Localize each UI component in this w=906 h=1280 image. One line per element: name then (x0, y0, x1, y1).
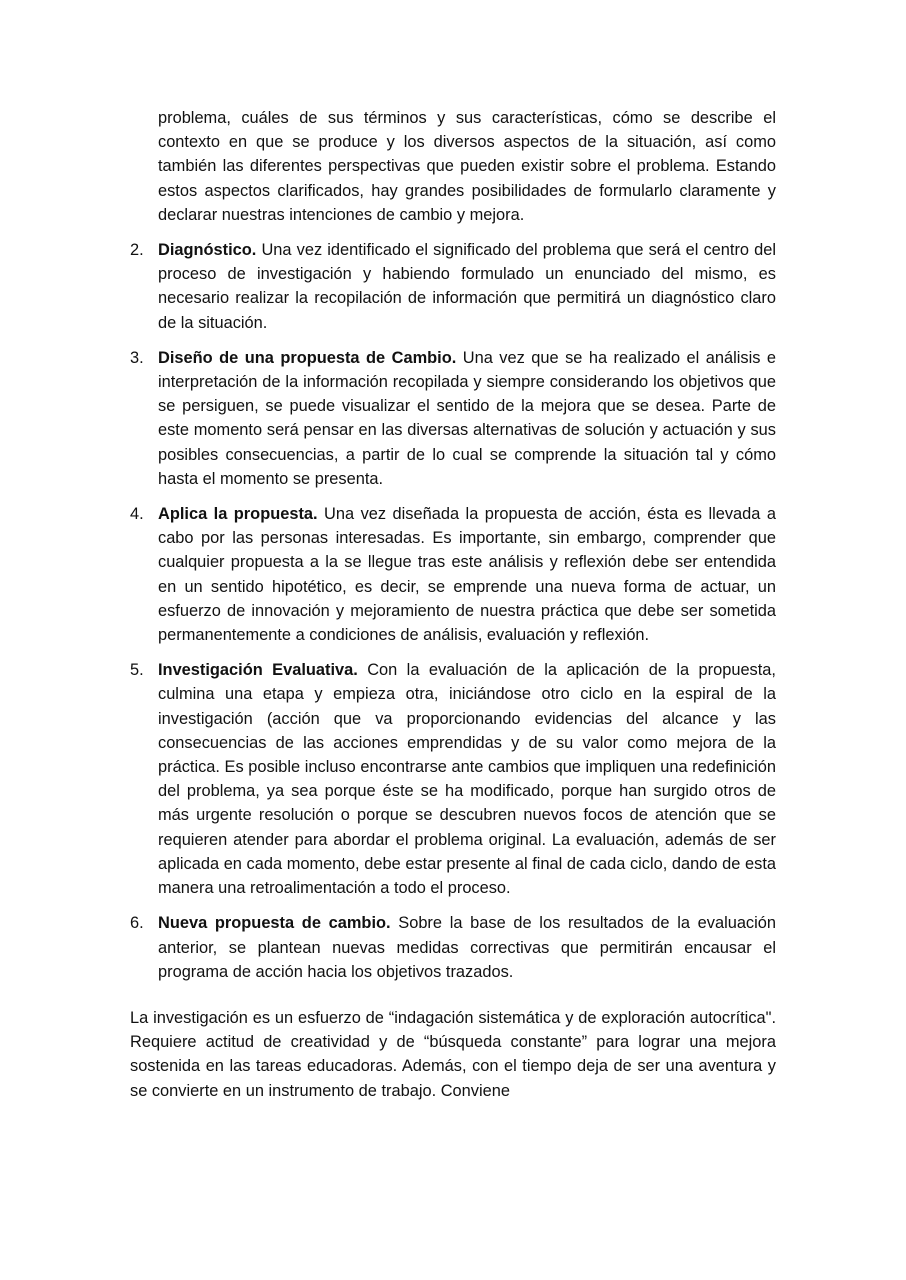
closing-paragraph: La investigación es un esfuerzo de “indagación sistemática y de exploración autocrítica". Requiere actitud de creatividad y de “búsqueda constante” para lograr una mejora sostenida en las tareas educadoras. Además, con el tiempo deja de ser una aventura y se convierte en un instrumento de trabajo. Conviene (130, 1008, 776, 1100)
list-item-text: Una vez que se ha realizado el análisis e interpretación de la información recopilada y siempre considerando los objetivos que se persiguen, se puede visualizar el sentido de la mejora que se desea. Parte de este momento será pensar en las diversas alternativas de solución y actuación y sus posibles consecuencias, a partir de lo cual se comprende la situación tal y cómo hasta el momento se presenta. (158, 348, 777, 488)
list-item-term: Aplica la propuesta. (158, 505, 318, 524)
list-number: 6. (130, 914, 144, 933)
list-item-text: Sobre la base de los resultados de la evaluación anterior, se plantean nuevas medidas correctivas que permitirán encausar el programa de acción hacia los objetivos trazados. (158, 914, 777, 981)
list-item-body (158, 911, 776, 984)
list-item-body (158, 346, 776, 491)
list-number: 2. (130, 241, 144, 260)
continuation-paragraph: problema, cuáles de sus términos y sus características, cómo se describe el contexto en que se produce y los diversos aspectos de la situación, así como también las diferentes perspectivas que pueden existir sobre el problema. Estando estos aspectos clarificados, hay grandes posibilidades de formularlo claramente y declarar nuestras intenciones de cambio y mejora. (158, 109, 776, 224)
list-item-text: Con la evaluación de la aplicación de la propuesta, culmina una etapa y empieza otra, iniciándose otro ciclo en la espiral de la investigación (acción que va proporcionando evidencias del alcance y las consecuencias de las acciones emprendidas y de su valor como mejora de la práctica. Es posible incluso encontrarse ante cambios que impliquen una redefinición del problema, ya sea porque éste se ha modificado, porque han surgido otros de más urgente resolución o porque se descubren nuevos focos de atención que se requieren atender para abordar el problema original. La evaluación, además de ser aplicada en cada momento, debe estar presente al final de cada ciclo, dando de esta manera una retroalimentación a todo el proceso. (158, 661, 776, 898)
list-item-term: Nueva propuesta de cambio. (158, 914, 391, 933)
list-number: 4. (130, 505, 144, 524)
list-item-body (158, 238, 776, 335)
list-item-term: Diagnóstico. (158, 241, 257, 260)
list-item-term: Diseño de una propuesta de Cambio. (158, 348, 457, 367)
list-number: 3. (130, 348, 144, 367)
list-item-term: Investigación Evaluativa. (158, 661, 358, 680)
list-item-body (158, 502, 776, 647)
list-item-nueva-propuesta (130, 911, 776, 984)
list-item-text: Una vez identificado el significado del problema que será el centro del proceso de investigación y habiendo formulado un enunciado del mismo, es necesario realizar la recopilación de información que permitirá un diagnóstico claro de la situación. (158, 241, 776, 332)
list-item-aplica (130, 502, 776, 647)
list-item-body (158, 658, 776, 900)
list-item-diagnostico (130, 238, 776, 335)
list-item-investigacion (130, 658, 776, 900)
list-item-diseno (130, 346, 776, 491)
list-number: 5. (130, 661, 144, 680)
list-item-text: Una vez diseñada la propuesta de acción, ésta es llevada a cabo por las personas interesadas. Es importante, sin embargo, comprender que cualquier propuesta a la se llegue tras este análisis y reflexión debe ser entendida en un sentido hipotético, es decir, se emprende una nueva forma de actuar, un esfuerzo de innovación y mejoramiento de nuestra práctica que debe ser sometida permanentemente a condiciones de análisis, evaluación y reflexión. (158, 505, 776, 645)
document-body (130, 106, 776, 1103)
